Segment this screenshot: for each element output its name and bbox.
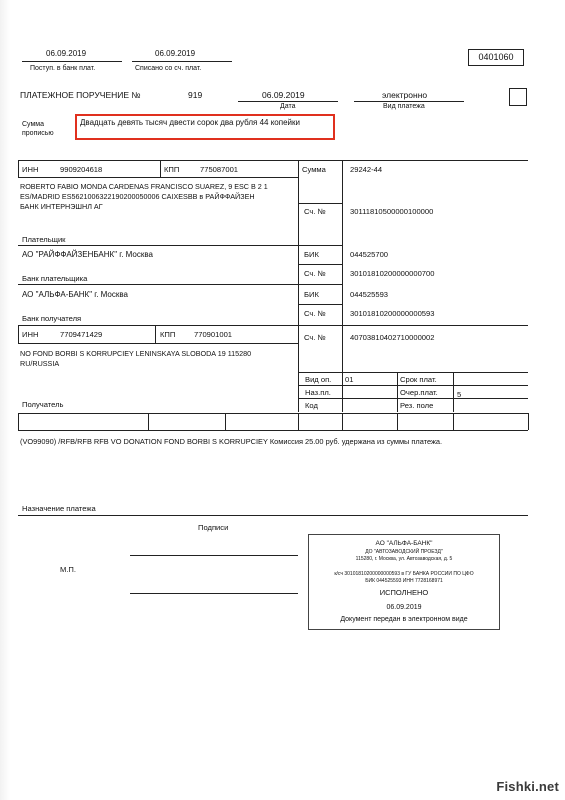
amount-words-label-1: Сумма	[22, 121, 44, 128]
grid-line	[298, 372, 528, 373]
status-box	[509, 88, 527, 106]
signature-line-1	[130, 555, 298, 556]
payee-bank-account-label: Сч. №	[304, 309, 326, 318]
order-date-line	[238, 101, 338, 102]
purpose-text: (VO99090) /RFB/RFB RFB VO DONATION FOND BORBI S KORRUPCIEY Комиссия 25.00 руб. удержана из суммы платежа.	[20, 437, 443, 446]
stamp-status: ИСПОЛНЕНО	[379, 588, 429, 597]
sum-label: Сумма	[302, 165, 326, 174]
order-date: 06.09.2019	[262, 90, 305, 100]
purpose-line	[18, 515, 528, 516]
grid-line	[18, 177, 298, 178]
grid-line	[453, 372, 454, 412]
tax-cell-divider	[18, 413, 19, 430]
payer-kpp: 775087001	[200, 165, 239, 174]
payer-bank-account: 30101810200000000700	[350, 269, 435, 278]
payee-bank-account: 30101810200000000593	[350, 309, 435, 318]
amount-words-label-2: прописью	[22, 130, 54, 137]
payee-bank-bik: 044525593	[350, 290, 389, 299]
page-fold-shadow	[0, 0, 10, 800]
signatures-label: Подписи	[198, 523, 229, 532]
grid-line	[298, 264, 342, 265]
stamp-branch: ДО "АВТОЗАВОДСКИЙ ПРОЕЗД"	[365, 549, 443, 555]
grid-line	[298, 160, 299, 412]
grid-line	[298, 203, 342, 204]
payer-name-line-3: БАНК ИНТЕРНЭШНЛ АГ	[20, 202, 103, 211]
tax-cell-divider	[528, 413, 529, 430]
stamp-bank: АО "АЛЬФА-БАНК"	[375, 540, 433, 547]
payee-inn: 7709471429	[60, 330, 103, 339]
tax-row-top	[18, 413, 528, 414]
grid-line	[342, 372, 343, 412]
debited-date-line	[132, 61, 232, 62]
watermark-logo: Fishki.net	[496, 779, 559, 794]
debited-label: Списано со сч. плат.	[135, 65, 202, 72]
payer-bank-bik: 044525700	[350, 250, 389, 259]
ocher-label: Очер.плат.	[400, 388, 438, 397]
order-number: 919	[188, 90, 203, 100]
order-title: ПЛАТЕЖНОЕ ПОРУЧЕНИЕ №	[20, 90, 141, 100]
grid-line	[298, 385, 528, 386]
received-date-line	[22, 61, 122, 62]
grid-line	[160, 160, 161, 178]
grid-line	[298, 398, 528, 399]
tax-cell-divider	[298, 413, 299, 430]
payment-type: электронно	[382, 90, 428, 100]
grid-line	[342, 160, 343, 372]
payee-bank-name: АО "АЛЬФА-БАНК" г. Москва	[22, 290, 128, 299]
payer-bank-label: Банк плательщика	[22, 274, 88, 283]
kod-label: Код	[305, 401, 318, 410]
grid-line	[298, 304, 342, 305]
stamp-address: 115280, г. Москва, ул. Автозаводская, д. 5	[355, 556, 453, 562]
payer-bank-bik-label: БИК	[304, 250, 319, 259]
payer-label: Плательщик	[22, 235, 66, 244]
grid-line	[18, 325, 19, 344]
stamp-date: 06.09.2019	[386, 604, 422, 611]
stamp-note: Документ передан в электронном виде	[340, 616, 468, 623]
amount-words-text: Двадцать девять тысяч двести сорок два рубля 44 копейки	[80, 118, 300, 127]
tax-cell-divider	[148, 413, 149, 430]
payee-name-line-1: NO FOND BORBI S KORRUPCIEY LENINSKAYA SLOBODA 19 115280	[20, 349, 252, 358]
payer-name-line-2: ES/MADRID ES5621006322190200050006 CAIXESBB в РАЙФФАЙЗЕН	[20, 192, 255, 201]
received-date: 06.09.2019	[46, 49, 87, 58]
mp-label: М.П.	[60, 565, 77, 574]
debited-date: 06.09.2019	[155, 49, 196, 58]
stamp-corr: к/сч 30101810200000000593 в ГУ БАНКА РОССИИ ПО ЦФО	[334, 571, 474, 577]
vid-op-value: 01	[345, 375, 354, 384]
vid-op-label: Вид оп.	[305, 375, 332, 384]
grid-line	[18, 245, 342, 246]
payer-bank-name: АО "РАЙФФАЙЗЕНБАНК" г. Москва	[22, 250, 153, 259]
payee-kpp: 770901001	[194, 330, 233, 339]
payer-kpp-label: КПП	[164, 165, 180, 174]
bank-stamp	[308, 534, 500, 630]
tax-cell-divider	[453, 413, 454, 430]
payer-account-label: Сч. №	[304, 207, 326, 216]
tax-cell-divider	[397, 413, 398, 430]
payer-inn: 9909204618	[60, 165, 103, 174]
grid-line	[18, 160, 528, 161]
payer-name-line-1: ROBERTO FABIO MONDA CARDENAS FRANCISCO SUAREZ, 9 ESC B 2 1	[20, 182, 268, 191]
sum-value: 29242-44	[350, 165, 383, 174]
payee-inn-label: ИНН	[22, 330, 39, 339]
grid-line	[155, 325, 156, 344]
stamp-bik: БИК 044525593 ИНН 7728168971	[365, 578, 443, 584]
form-code-box: 0401060	[468, 49, 524, 66]
payee-bank-bik-label: БИК	[304, 290, 319, 299]
grid-line	[18, 284, 342, 285]
grid-line	[397, 372, 398, 412]
payee-account: 40703810402710000002	[350, 333, 435, 342]
payee-kpp-label: КПП	[160, 330, 176, 339]
payee-label: Получатель	[22, 400, 64, 409]
received-label: Поступ. в банк плат.	[30, 65, 96, 72]
payer-account: 30111810500000100000	[350, 207, 434, 216]
payer-bank-account-label: Сч. №	[304, 269, 326, 278]
rez-label: Рез. поле	[400, 401, 434, 410]
payee-bank-label: Банк получателя	[22, 314, 82, 323]
order-date-label: Дата	[280, 103, 296, 110]
tax-cell-divider	[342, 413, 343, 430]
payee-account-label: Сч. №	[304, 333, 326, 342]
tax-cell-divider	[225, 413, 226, 430]
payee-name-line-2: RU/RUSSIA	[20, 359, 60, 368]
purpose-label: Назначение платежа	[22, 504, 96, 513]
naz-pl-label: Наз.пл.	[305, 388, 331, 397]
payment-type-line	[354, 101, 464, 102]
srok-label: Срок плат.	[400, 375, 437, 384]
payer-inn-label: ИНН	[22, 165, 39, 174]
tax-row-bottom	[18, 430, 528, 431]
grid-line	[18, 325, 528, 326]
signature-line-2	[130, 593, 298, 594]
grid-line	[18, 160, 19, 178]
payment-type-label: Вид платежа	[383, 103, 425, 110]
grid-line	[18, 343, 298, 344]
ocher-value: 5	[457, 390, 462, 399]
